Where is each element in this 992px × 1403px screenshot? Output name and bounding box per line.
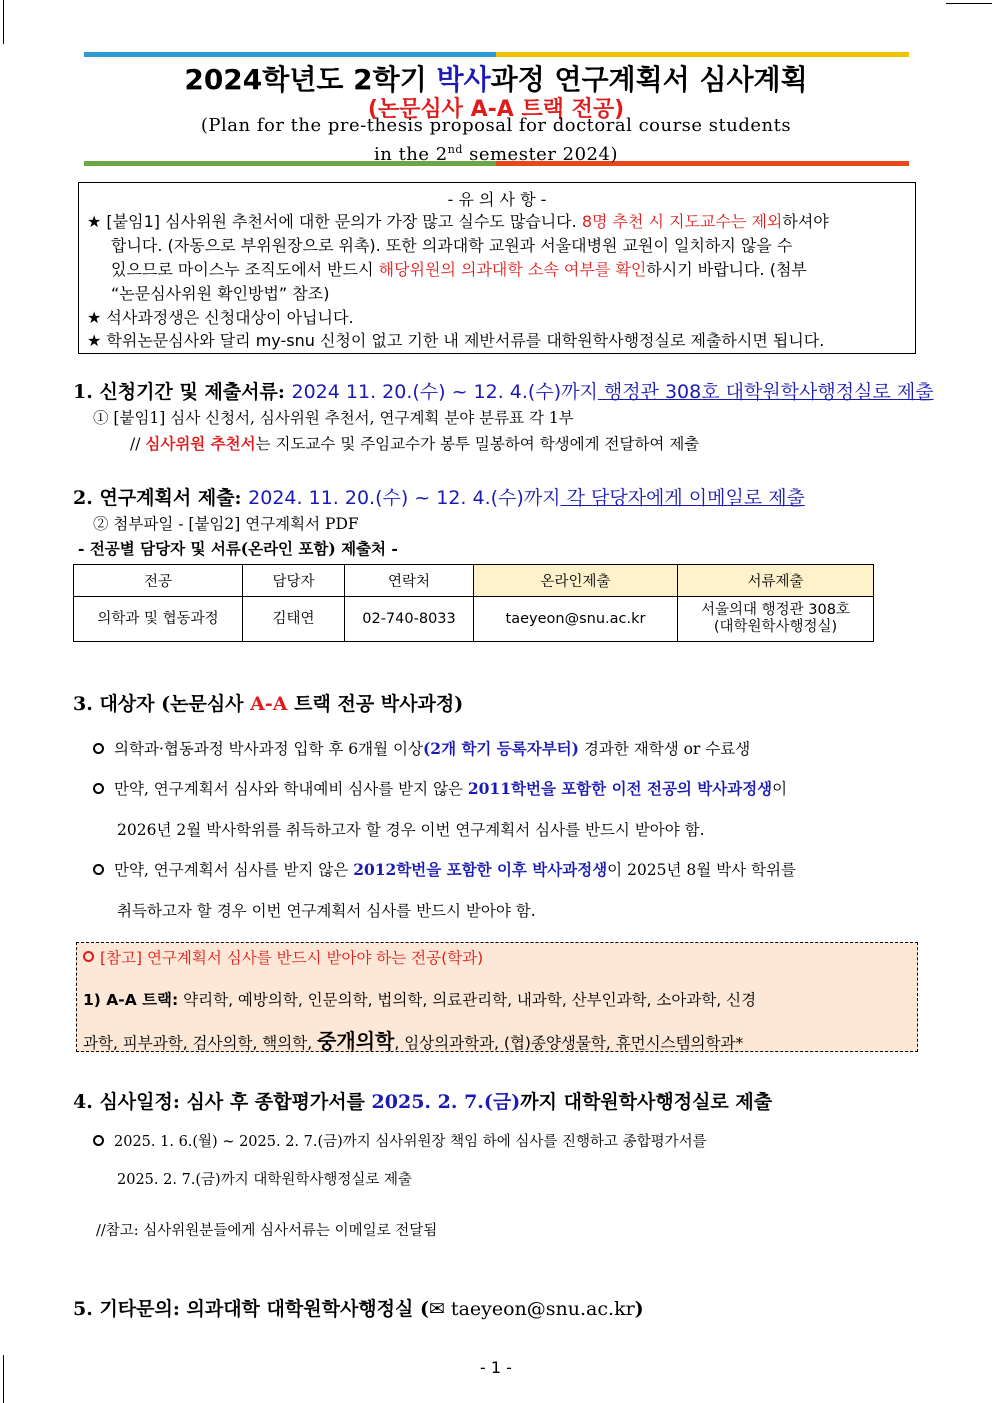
section-1-heading: 1. 신청기간 및 제출서류: 2024 11. 20.(수) ~ 12. 4.(수)까지 행정관 308호 대학원학사행정실로 제출 (73, 381, 934, 403)
table-cell: 김태연 (243, 597, 345, 642)
reference-box (76, 942, 918, 1052)
section-3-bullet-1: 의학과·협동과정 박사과정 입학 후 6개월 이상(2개 학기 등록자부터) 경과한 재학생 or 수료생 (93, 737, 750, 759)
mail-icon: ✉ (428, 1298, 445, 1320)
title-bar-top-yellow (496, 52, 909, 57)
notice-line-5: ★ 석사과정생은 신청대상이 아닙니다. (87, 308, 354, 327)
table-header: 연락처 (345, 565, 474, 597)
table-cell: 의학과 및 협동과정 (74, 597, 243, 642)
page-subtitle: (논문심사 A-A 트랙 전공) (367, 97, 625, 122)
bullet-icon (83, 951, 94, 962)
section-2-heading: 2. 연구계획서 제출: 2024. 11. 20.(수) ~ 12. 4.(수)까지 각 담당자에게 이메일로 제출 (73, 487, 805, 509)
section-4-note: //참고: 심사위원분들에게 심사서류는 이메일로 전달됨 (96, 1223, 438, 1239)
corner-mark-tl-v (3, 0, 4, 44)
english-title: (Plan for the pre-thesis proposal for doctoral course students in the 2nd semester 2024) (200, 115, 792, 165)
table-cell: 서울의대 행정관 308호 (대학원학사행정실) (678, 597, 874, 642)
notice-line-4: “논문심사위원 확인방법” 참조) (111, 284, 330, 303)
section-1-item-1: ① [붙임1] 심사 신청서, 심사위원 추천서, 연구계획 분야 분류표 각 1부 (93, 409, 574, 427)
table-header: 서류제출 (678, 565, 874, 597)
table-header: 온라인제출 (474, 565, 678, 597)
reference-line-1: 1) A-A 트랙: 약리학, 예방의학, 인문의학, 법의학, 의료관리학, 내과학, 산부인과학, 소아과학, 신경 (83, 991, 757, 1009)
section-4-bullet-1-cont: 2025. 2. 7.(금)까지 대학원학사행정실로 제출 (117, 1172, 413, 1188)
section-4-bullet-1: 2025. 1. 6.(월) ~ 2025. 2. 7.(금)까지 심사위원장 책임 하에 심사를 진행하고 종합평가서를 (93, 1130, 707, 1151)
section-3-bullet-3-cont: 취득하고자 할 경우 이번 연구계획서 심사를 반드시 받아야 함. (117, 902, 536, 920)
contact-email[interactable]: taeyeon@snu.ac.kr (444, 1298, 635, 1320)
bullet-icon (93, 1135, 104, 1146)
contact-table (73, 564, 874, 642)
email-link[interactable]: taeyeon@snu.ac.kr (474, 597, 678, 642)
section-2-item-1: ② 첨부파일 - [붙임2] 연구계획서 PDF (93, 515, 359, 533)
reference-line-2: 과학, 피부과학, 검사의학, 핵의학, 중개의학, 임상의과학과, (협)종양생물학, 휴먼시스템의학과* (83, 1029, 744, 1053)
bullet-icon (93, 783, 104, 794)
notice-line-1: ★ [붙임1] 심사위원 추천서에 대한 문의가 가장 많고 실수도 많습니다. 8명 추천 시 지도교수는 제외하셔야 (87, 212, 829, 231)
notice-heading: - 유 의 사 항 - (447, 190, 547, 209)
section-4-heading: 4. 심사일정: 심사 후 종합평가서를 2025. 2. 7.(금)까지 대학원학사행정실로 제출 (73, 1091, 773, 1113)
notice-line-6: ★ 학위논문심사와 달리 my-snu 신청이 없고 기한 내 제반서류를 대학원학사행정실로 제출하시면 됩니다. (87, 331, 825, 350)
bullet-icon (93, 743, 104, 754)
section-5-heading: 5. 기타문의: 의과대학 대학원학사행정실 (✉ taeyeon@snu.ac.kr) (73, 1298, 644, 1320)
page-title: 2024학년도 2학기 박사과정 연구계획서 심사계획 (184, 63, 808, 96)
page-number: - 1 - (480, 1358, 512, 1377)
section-3-bullet-2: 만약, 연구계획서 심사와 학내예비 심사를 받지 않은 2011학번을 포함한 이전 전공의 박사과정생이 (93, 777, 787, 799)
table-row (74, 597, 874, 642)
title-bar-top-blue (84, 52, 496, 57)
table-header: 전공 (74, 565, 243, 597)
bullet-icon (93, 864, 104, 875)
section-3-heading: 3. 대상자 (논문심사 A-A 트랙 전공 박사과정) (73, 693, 464, 715)
section-3-bullet-2-cont: 2026년 2월 박사학위를 취득하고자 할 경우 이번 연구계획서 심사를 반드시 받아야 함. (117, 821, 705, 839)
section-1-note: // 심사위원 추천서는 지도교수 및 주임교수가 봉투 밀봉하여 학생에게 전달하여 제출 (130, 434, 700, 453)
corner-mark-tr-h (946, 3, 992, 4)
notice-line-2: 합니다. (자동으로 부위원장으로 위촉). 또한 의과대학 교원과 서울대병원 교원이 일치하지 않을 수 (111, 236, 793, 255)
section-3-bullet-3: 만약, 연구계획서 심사를 받지 않은 2012학번을 포함한 이후 박사과정생이 2025년 8월 박사 학위를 (93, 858, 796, 880)
section-2-subhead: - 전공별 담당자 및 서류(온라인 포함) 제출처 - (78, 539, 398, 558)
reference-heading: [참고] 연구계획서 심사를 반드시 받아야 하는 전공(학과) (83, 946, 483, 968)
notice-box (78, 182, 916, 354)
table-header-row (74, 565, 874, 597)
table-header: 담당자 (243, 565, 345, 597)
notice-line-3: 있으므로 마이스누 조직도에서 반드시 해당위원의 의과대학 소속 여부를 확인하시기 바랍니다. (첨부 (111, 260, 807, 279)
table-cell: 02-740-8033 (345, 597, 474, 642)
